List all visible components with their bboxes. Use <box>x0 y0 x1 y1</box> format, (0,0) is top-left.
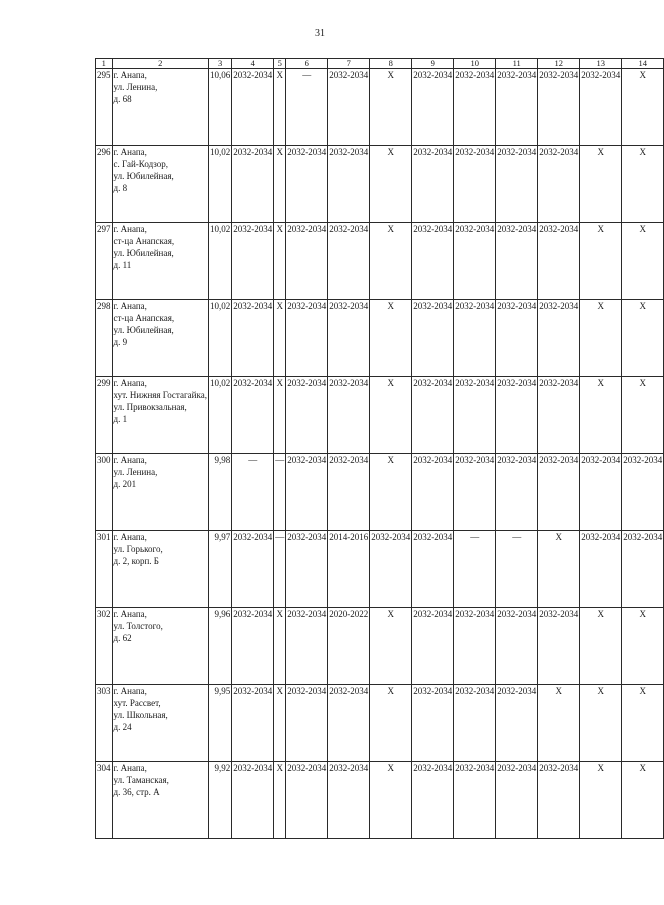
address-cell <box>112 69 208 146</box>
column-header: 5 <box>274 59 286 69</box>
period-cell: Х <box>274 300 286 377</box>
period-cell: 2032-2034 <box>496 69 538 146</box>
column-header: 8 <box>370 59 412 69</box>
address-line: г. Анапа, <box>113 224 147 234</box>
period-cell: 2032-2034 <box>328 685 370 762</box>
period-cell: 2032-2034 <box>454 300 496 377</box>
period-cell: Х <box>622 146 664 223</box>
address-line: г. Анапа, <box>113 686 147 696</box>
period-cell: 2032-2034 <box>454 377 496 454</box>
period-cell: 2032-2034 <box>232 762 274 839</box>
period-cell: — <box>454 531 496 608</box>
period-cell: 2032-2034 <box>412 377 454 454</box>
period-cell: Х <box>370 685 412 762</box>
period-cell: Х <box>622 685 664 762</box>
area-cell: 9,95 <box>208 685 231 762</box>
period-cell: 2032-2034 <box>232 531 274 608</box>
row-number: 301 <box>96 531 113 608</box>
period-cell: Х <box>274 146 286 223</box>
period-cell: Х <box>538 685 580 762</box>
address-line: ст-ца Анапская, <box>113 236 175 246</box>
period-cell: 2032-2034 <box>538 223 580 300</box>
address-line: г. Анапа, <box>113 609 147 619</box>
period-cell: Х <box>274 223 286 300</box>
period-cell: 2032-2034 <box>286 146 328 223</box>
address-cell <box>112 454 208 531</box>
address-cell <box>112 608 208 685</box>
address-cell <box>112 531 208 608</box>
period-cell: 2032-2034 <box>286 300 328 377</box>
period-cell: Х <box>370 762 412 839</box>
period-cell: 2020-2022 <box>328 608 370 685</box>
table-row <box>96 300 664 377</box>
period-cell: 2032-2034 <box>328 454 370 531</box>
period-cell: Х <box>370 454 412 531</box>
period-cell: 2032-2034 <box>286 531 328 608</box>
period-cell: — <box>496 531 538 608</box>
period-cell: 2032-2034 <box>412 69 454 146</box>
address-line: ул. Горького, <box>113 544 163 554</box>
area-cell: 10,02 <box>208 377 231 454</box>
area-cell: 9,97 <box>208 531 231 608</box>
period-cell: Х <box>580 608 622 685</box>
address-line: хут. Рассвет, <box>113 698 161 708</box>
row-number: 304 <box>96 762 113 839</box>
address-line: д. 8 <box>113 183 128 193</box>
period-cell: 2032-2034 <box>496 762 538 839</box>
address-line: г. Анапа, <box>113 455 147 465</box>
address-cell <box>112 300 208 377</box>
address-line: ул. Школьная, <box>113 710 168 720</box>
period-cell: Х <box>370 146 412 223</box>
column-header: 11 <box>496 59 538 69</box>
area-cell: 10,06 <box>208 69 231 146</box>
period-cell: 2032-2034 <box>622 531 664 608</box>
register-table <box>95 58 664 839</box>
period-cell: Х <box>370 223 412 300</box>
period-cell: 2032-2034 <box>286 685 328 762</box>
address-line: д. 11 <box>113 260 132 270</box>
period-cell: Х <box>274 69 286 146</box>
period-cell: 2032-2034 <box>538 762 580 839</box>
address-cell <box>112 685 208 762</box>
column-header: 2 <box>112 59 208 69</box>
period-cell: 2032-2034 <box>580 531 622 608</box>
period-cell: 2032-2034 <box>286 454 328 531</box>
address-line: ул. Юбилейная, <box>113 325 174 335</box>
period-cell: 2032-2034 <box>286 223 328 300</box>
period-cell: 2032-2034 <box>496 223 538 300</box>
table-row <box>96 454 664 531</box>
period-cell: 2032-2034 <box>538 146 580 223</box>
column-header: 7 <box>328 59 370 69</box>
address-line: с. Гай-Кодзор, <box>113 159 169 169</box>
row-number: 302 <box>96 608 113 685</box>
period-cell: Х <box>538 531 580 608</box>
period-cell: — <box>274 454 286 531</box>
period-cell: 2032-2034 <box>496 685 538 762</box>
table-row <box>96 762 664 839</box>
period-cell: — <box>274 531 286 608</box>
address-line: д. 36, стр. А <box>113 787 160 797</box>
area-cell: 9,96 <box>208 608 231 685</box>
period-cell: Х <box>622 377 664 454</box>
column-header: 13 <box>580 59 622 69</box>
address-line: ул. Юбилейная, <box>113 248 174 258</box>
period-cell: Х <box>580 146 622 223</box>
address-line: д. 24 <box>113 722 132 732</box>
period-cell: 2032-2034 <box>496 146 538 223</box>
row-number: 299 <box>96 377 113 454</box>
address-line: ул. Толстого, <box>113 621 163 631</box>
address-line: ул. Привокзальная, <box>113 402 187 412</box>
period-cell: 2032-2034 <box>232 146 274 223</box>
period-cell: 2032-2034 <box>496 608 538 685</box>
period-cell: 2032-2034 <box>328 300 370 377</box>
period-cell: Х <box>622 223 664 300</box>
table-row <box>96 531 664 608</box>
period-cell: 2032-2034 <box>412 223 454 300</box>
address-cell <box>112 146 208 223</box>
column-header: 4 <box>232 59 274 69</box>
column-header: 12 <box>538 59 580 69</box>
period-cell: 2032-2034 <box>412 762 454 839</box>
period-cell: 2032-2034 <box>538 377 580 454</box>
area-cell: 10,02 <box>208 300 231 377</box>
area-cell: 10,02 <box>208 146 231 223</box>
table-row <box>96 69 664 146</box>
address-line: д. 9 <box>113 337 128 347</box>
area-cell: 9,92 <box>208 762 231 839</box>
period-cell: 2032-2034 <box>412 454 454 531</box>
period-cell: 2032-2034 <box>454 685 496 762</box>
address-line: ул. Таманская, <box>113 775 169 785</box>
area-cell: 10,02 <box>208 223 231 300</box>
period-cell: 2032-2034 <box>454 146 496 223</box>
period-cell: 2032-2034 <box>232 69 274 146</box>
period-cell: Х <box>274 685 286 762</box>
address-line: г. Анапа, <box>113 378 147 388</box>
table-row <box>96 146 664 223</box>
address-line: д. 68 <box>113 94 132 104</box>
period-cell: 2032-2034 <box>454 223 496 300</box>
period-cell: 2032-2034 <box>538 300 580 377</box>
address-cell <box>112 377 208 454</box>
row-number: 298 <box>96 300 113 377</box>
period-cell: 2032-2034 <box>538 454 580 531</box>
row-number: 303 <box>96 685 113 762</box>
period-cell: 2032-2034 <box>328 69 370 146</box>
period-cell: Х <box>580 300 622 377</box>
period-cell: 2032-2034 <box>580 454 622 531</box>
table-row <box>96 685 664 762</box>
period-cell: 2032-2034 <box>286 762 328 839</box>
period-cell: Х <box>580 685 622 762</box>
address-line: г. Анапа, <box>113 147 147 157</box>
period-cell: Х <box>274 762 286 839</box>
period-cell: 2032-2034 <box>412 300 454 377</box>
period-cell: Х <box>622 300 664 377</box>
address-line: ст-ца Анапская, <box>113 313 175 323</box>
period-cell: 2032-2034 <box>328 377 370 454</box>
period-cell: 2032-2034 <box>232 377 274 454</box>
period-cell: 2032-2034 <box>454 762 496 839</box>
period-cell: Х <box>580 377 622 454</box>
period-cell: 2014-2016 <box>328 531 370 608</box>
table-row <box>96 608 664 685</box>
period-cell: 2032-2034 <box>496 300 538 377</box>
period-cell: 2032-2034 <box>412 531 454 608</box>
page-number: 31 <box>315 28 325 39</box>
column-header: 9 <box>412 59 454 69</box>
address-cell <box>112 762 208 839</box>
address-line: хут. Нижняя Гостагайка, <box>113 390 207 400</box>
period-cell: — <box>286 69 328 146</box>
period-cell: Х <box>370 300 412 377</box>
period-cell: Х <box>622 608 664 685</box>
period-cell: 2032-2034 <box>232 223 274 300</box>
period-cell: 2032-2034 <box>538 69 580 146</box>
address-line: ул. Ленина, <box>113 82 158 92</box>
address-line: д. 2, корп. Б <box>113 556 159 566</box>
column-header: 1 <box>96 59 113 69</box>
address-line: ул. Юбилейная, <box>113 171 174 181</box>
period-cell: Х <box>370 69 412 146</box>
row-number: 296 <box>96 146 113 223</box>
period-cell: Х <box>580 762 622 839</box>
address-line: г. Анапа, <box>113 70 147 80</box>
period-cell: 2032-2034 <box>496 377 538 454</box>
header-row <box>96 59 664 69</box>
period-cell: 2032-2034 <box>328 762 370 839</box>
period-cell: 2032-2034 <box>538 608 580 685</box>
period-cell: 2032-2034 <box>328 146 370 223</box>
column-header: 10 <box>454 59 496 69</box>
period-cell: 2032-2034 <box>412 146 454 223</box>
period-cell: 2032-2034 <box>412 685 454 762</box>
period-cell: 2032-2034 <box>580 69 622 146</box>
period-cell: Х <box>622 762 664 839</box>
period-cell: 2032-2034 <box>286 377 328 454</box>
address-line: г. Анапа, <box>113 532 147 542</box>
period-cell: 2032-2034 <box>622 454 664 531</box>
table-row <box>96 377 664 454</box>
period-cell: 2032-2034 <box>454 69 496 146</box>
period-cell: Х <box>370 608 412 685</box>
row-number: 300 <box>96 454 113 531</box>
period-cell: — <box>232 454 274 531</box>
column-header: 6 <box>286 59 328 69</box>
row-number: 297 <box>96 223 113 300</box>
address-cell <box>112 223 208 300</box>
period-cell: Х <box>274 608 286 685</box>
column-header: 3 <box>208 59 231 69</box>
period-cell: 2032-2034 <box>232 608 274 685</box>
period-cell: Х <box>370 377 412 454</box>
period-cell: 2032-2034 <box>496 454 538 531</box>
address-line: д. 201 <box>113 479 137 489</box>
address-line: д. 62 <box>113 633 132 643</box>
column-header: 14 <box>622 59 664 69</box>
address-line: ул. Ленина, <box>113 467 158 477</box>
period-cell: Х <box>274 377 286 454</box>
period-cell: 2032-2034 <box>454 454 496 531</box>
period-cell: 2032-2034 <box>286 608 328 685</box>
period-cell: Х <box>622 69 664 146</box>
table-body <box>96 69 664 839</box>
row-number: 295 <box>96 69 113 146</box>
address-line: г. Анапа, <box>113 763 147 773</box>
area-cell: 9,98 <box>208 454 231 531</box>
period-cell: 2032-2034 <box>232 300 274 377</box>
address-line: д. 1 <box>113 414 128 424</box>
table-row <box>96 223 664 300</box>
period-cell: 2032-2034 <box>328 223 370 300</box>
period-cell: 2032-2034 <box>370 531 412 608</box>
period-cell: 2032-2034 <box>412 608 454 685</box>
period-cell: 2032-2034 <box>454 608 496 685</box>
address-line: г. Анапа, <box>113 301 147 311</box>
period-cell: Х <box>580 223 622 300</box>
period-cell: 2032-2034 <box>232 685 274 762</box>
